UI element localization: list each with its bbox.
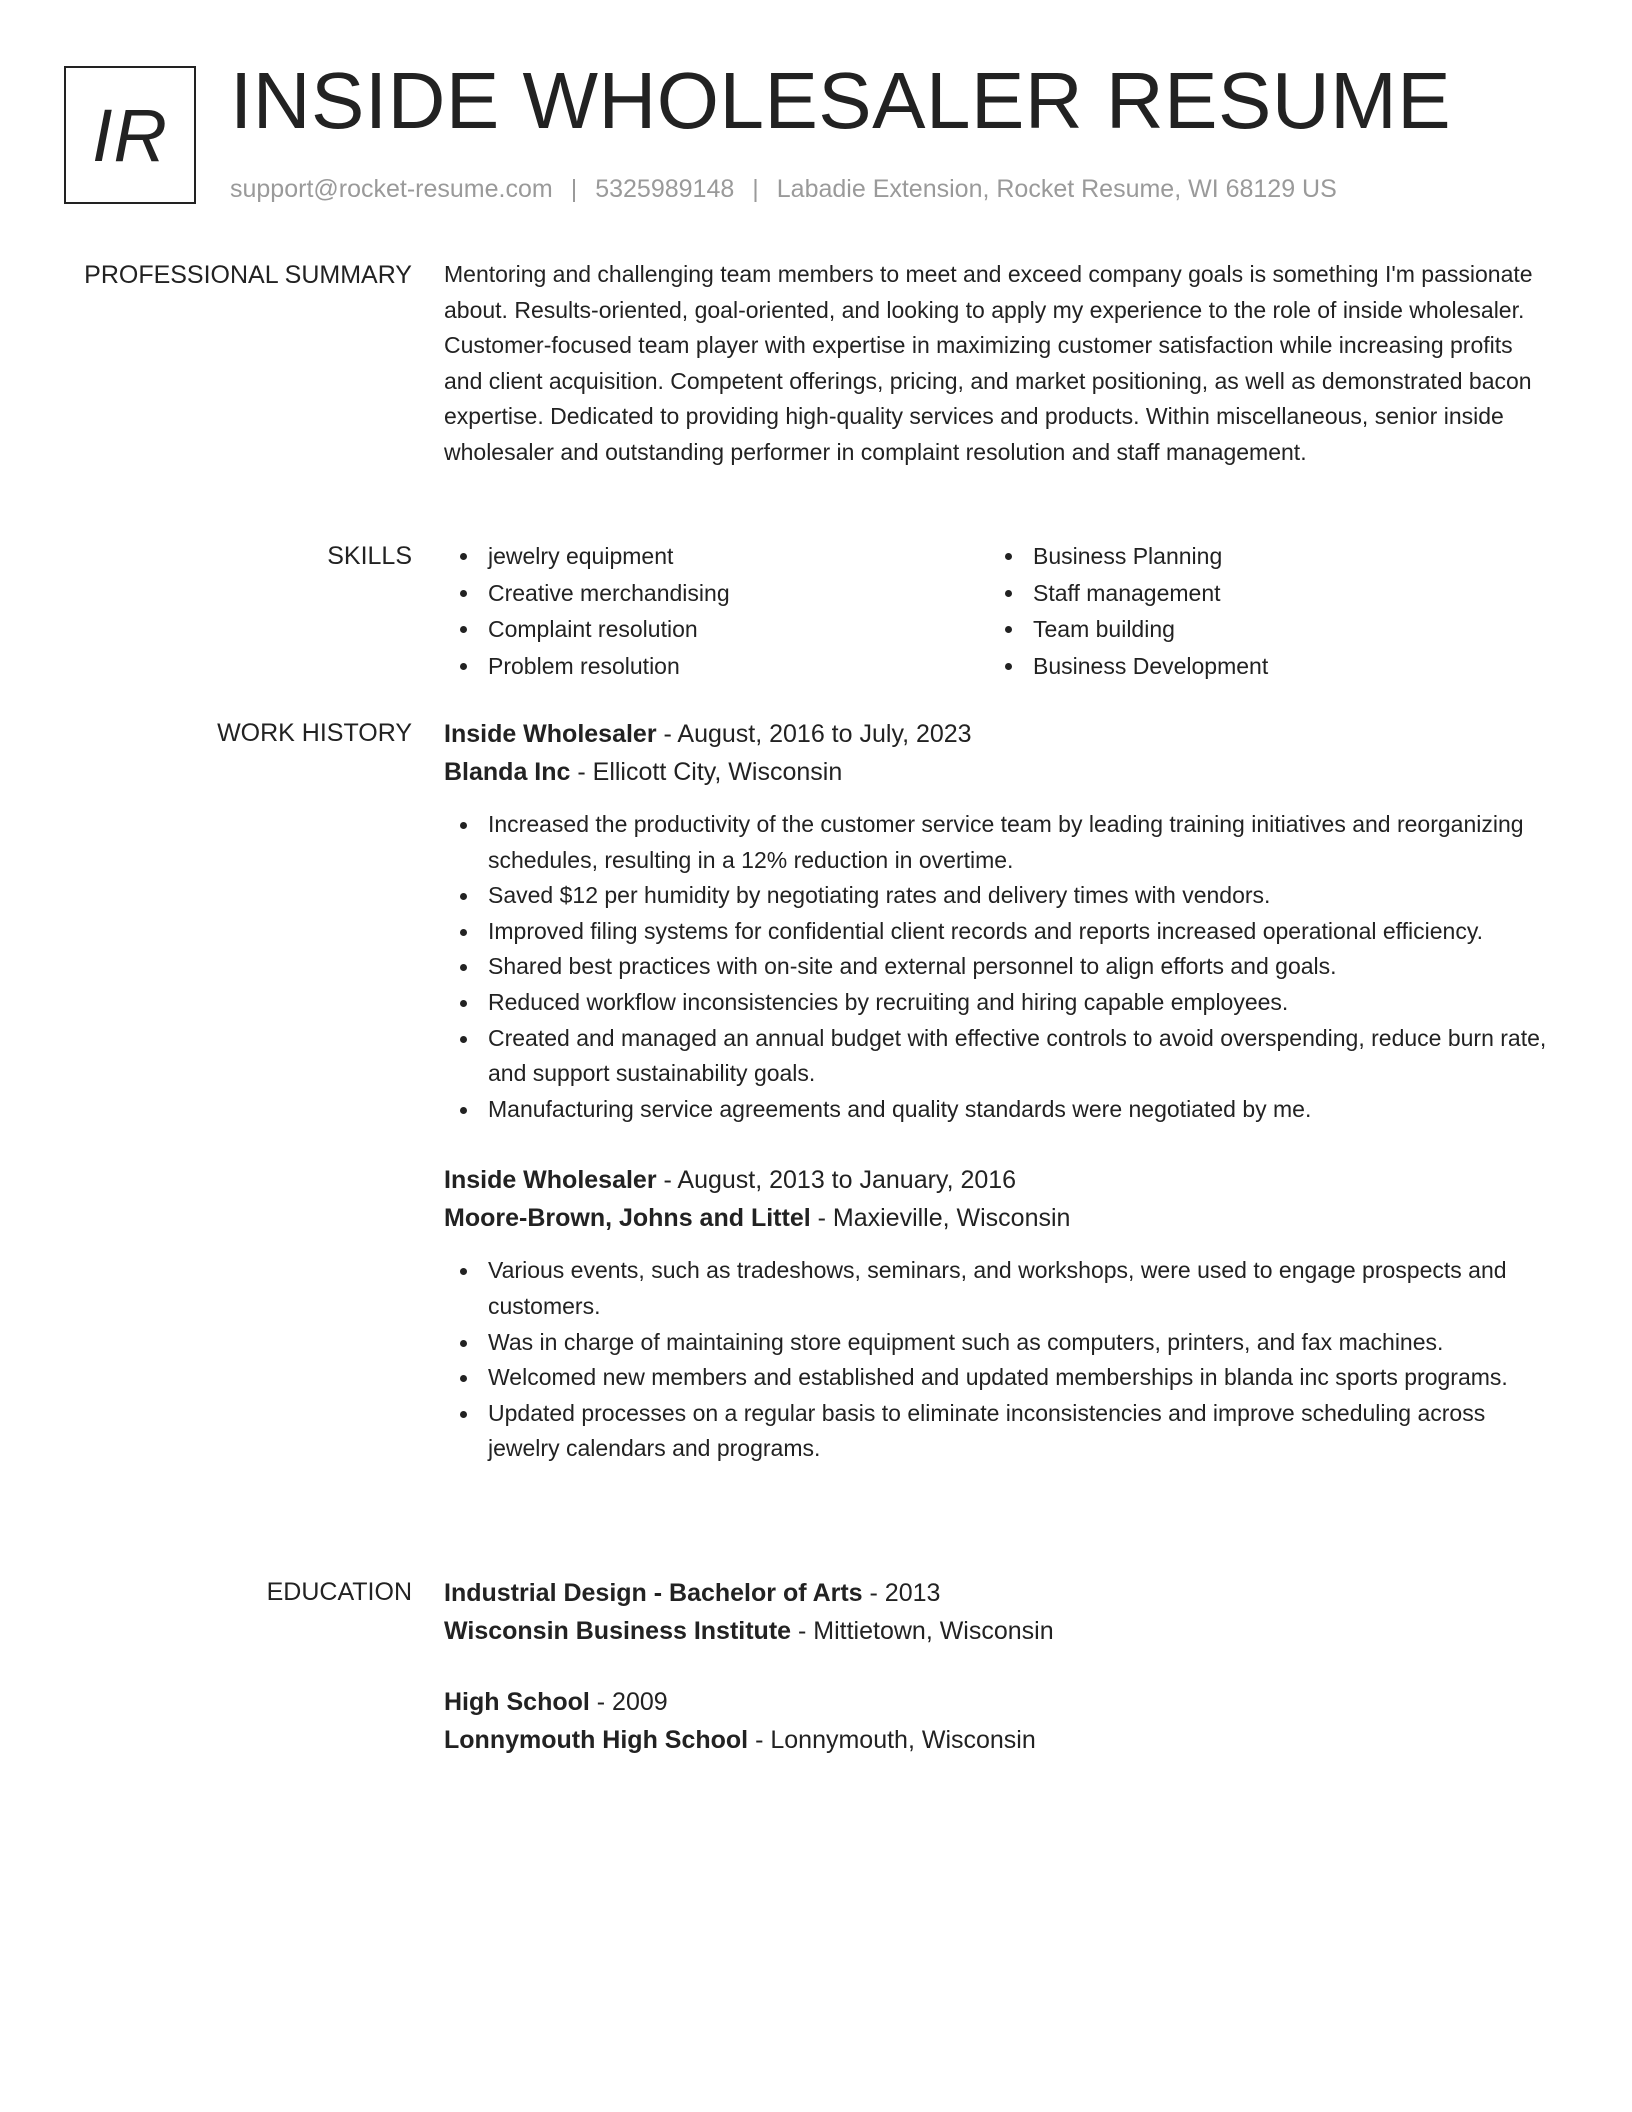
summary-text: Mentoring and challenging team members to meet and exceed company goals is something I'm passionate about. Results-oriented, goal-oriented, and looking to apply my experience to the role of inside wholesaler. Customer-focused team player with expertise in maximizing customer satisfaction while increasing profits and client acquisition. Competent offerings, pricing, and market positioning, as well as demonstrated bacon expertise. Dedicated to providing high-quality services and products. Within miscellaneous, senior inside wholesaler and outstanding performer in complaint resolution and staff management. <box>444 261 1533 465</box>
education-degree-line <box>444 1683 1554 1721</box>
skill-item: Staff management <box>989 575 1534 612</box>
job-title-line <box>444 1161 1554 1199</box>
job-bullet: Saved $12 per humidity by negotiating rates and delivery times with vendors. <box>444 878 1554 914</box>
job-title-line <box>444 715 1554 753</box>
job-bullet: Was in charge of maintaining store equipment such as computers, printers, and fax machines. <box>444 1325 1554 1361</box>
job-bullets <box>444 807 1554 1127</box>
contact-address: Labadie Extension, Rocket Resume, WI 68129 US <box>776 175 1337 203</box>
job-company: Moore-Brown, Johns and Littel <box>444 1204 811 1233</box>
job-bullet: Shared best practices with on-site and external personnel to align efforts and goals. <box>444 949 1554 985</box>
education-school: Wisconsin Business Institute <box>444 1617 792 1645</box>
skills-column-left <box>444 538 989 684</box>
job-bullet: Improved filing systems for confidential client records and reports increased operational efficiency. <box>444 914 1554 950</box>
job-dates: - August, 2016 to July, 2023 <box>656 720 972 748</box>
education-school: Lonnymouth High School <box>444 1726 749 1754</box>
job-entry <box>444 1161 1554 1467</box>
job-dates: - August, 2013 to January, 2016 <box>656 1166 1017 1195</box>
education-entry <box>444 1574 1554 1650</box>
skill-item: Complaint resolution <box>444 611 989 648</box>
skill-item: Team building <box>989 611 1534 648</box>
skills-heading: SKILLS <box>327 542 412 570</box>
job-bullet: Manufacturing service agreements and quality standards were negotiated by me. <box>444 1092 1554 1128</box>
contact-separator: | <box>570 175 578 203</box>
education-location: - Lonnymouth, Wisconsin <box>748 1726 1036 1754</box>
resume-title: INSIDE WHOLESALER RESUME <box>230 56 1452 145</box>
contact-separator: | <box>752 175 759 203</box>
work-history-body <box>444 715 1554 1467</box>
skills-column-right <box>989 538 1534 684</box>
job-company-line <box>444 1199 1554 1237</box>
contact-email: support@rocket-resume.com <box>230 175 553 203</box>
skill-item: jewelry equipment <box>444 538 989 575</box>
monogram-box <box>64 66 196 204</box>
job-bullet: Updated processes on a regular basis to eliminate inconsistencies and improve scheduling across jewelry calendars and programs. <box>444 1396 1554 1467</box>
job-company: Blanda Inc <box>444 758 571 786</box>
skills-grid <box>444 538 1554 684</box>
summary-heading: PROFESSIONAL SUMMARY <box>84 261 412 289</box>
job-title: Inside Wholesaler <box>444 1166 657 1195</box>
skill-item: Creative merchandising <box>444 575 989 612</box>
contact-line <box>230 174 1337 204</box>
education-degree: High School <box>444 1688 590 1716</box>
work-history-heading: WORK HISTORY <box>217 719 412 747</box>
job-bullet: Created and managed an annual budget with effective controls to avoid overspending, reduce burn rate, and support sustainability goals. <box>444 1021 1554 1092</box>
education-school-line <box>444 1612 1554 1650</box>
skill-item: Business Development <box>989 648 1534 685</box>
education-heading: EDUCATION <box>266 1578 412 1606</box>
monogram-initials: IR <box>92 93 168 177</box>
job-title: Inside Wholesaler <box>444 720 657 748</box>
education-year: - 2009 <box>589 1688 668 1716</box>
job-location: - Maxieville, Wisconsin <box>810 1204 1071 1233</box>
education-degree-line <box>444 1574 1554 1612</box>
job-bullet: Reduced workflow inconsistencies by recruiting and hiring capable employees. <box>444 985 1554 1021</box>
job-bullet: Increased the productivity of the customer service team by leading training initiatives and reorganizing schedules, resulting in a 12% reduction in overtime. <box>444 807 1554 878</box>
job-bullet: Various events, such as tradeshows, seminars, and workshops, were used to engage prospects and customers. <box>444 1253 1554 1324</box>
job-entry <box>444 715 1554 1127</box>
education-degree: Industrial Design - Bachelor of Arts <box>444 1579 863 1607</box>
job-location: - Ellicott City, Wisconsin <box>570 758 843 786</box>
job-bullet: Welcomed new members and established and updated memberships in blanda inc sports programs. <box>444 1360 1554 1396</box>
education-school-line <box>444 1721 1554 1759</box>
skills-body <box>444 538 1554 684</box>
education-body <box>444 1574 1554 1759</box>
education-entry <box>444 1683 1554 1759</box>
education-location: - Mittietown, Wisconsin <box>791 1617 1054 1645</box>
contact-phone: 5325989148 <box>595 175 735 203</box>
job-company-line <box>444 753 1554 791</box>
skill-item: Business Planning <box>989 538 1534 575</box>
summary-body <box>444 257 1554 471</box>
education-year: - 2013 <box>862 1579 941 1607</box>
job-bullets <box>444 1253 1554 1467</box>
skill-item: Problem resolution <box>444 648 989 685</box>
